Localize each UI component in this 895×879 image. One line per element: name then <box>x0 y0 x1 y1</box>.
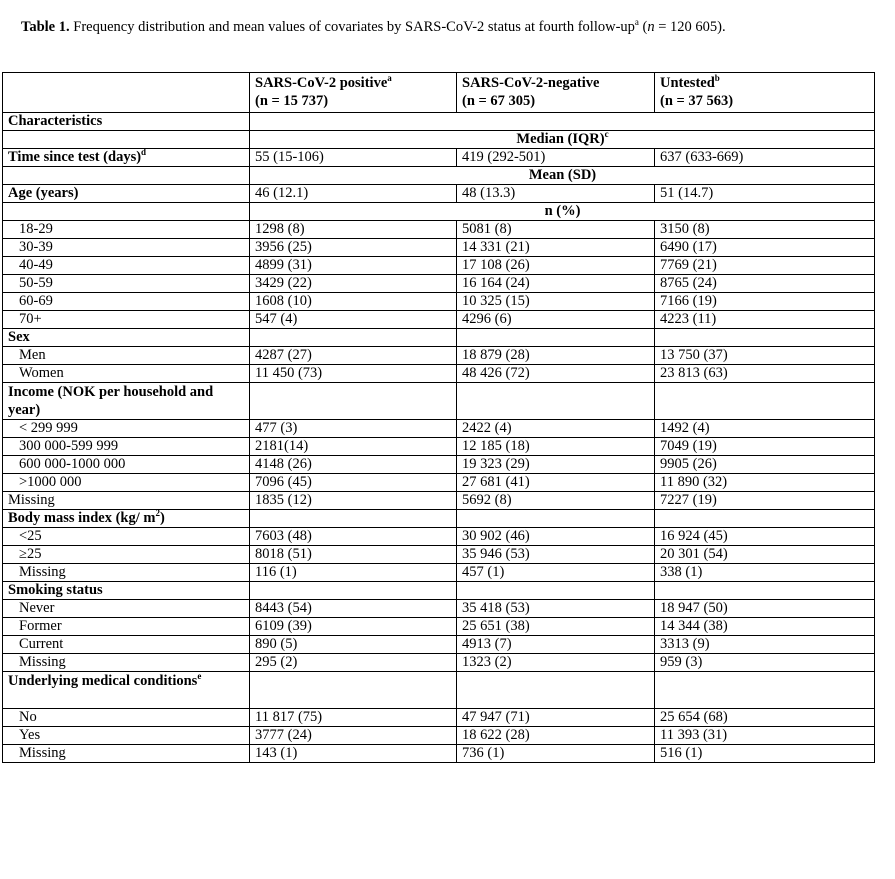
table-row <box>3 510 875 528</box>
table-row <box>3 672 875 709</box>
table-row: 60-69 1608 (10) 10 325 (15) 7166 (19) <box>3 293 875 311</box>
table-row: 600 000-1000 000 4148 (26) 19 323 (29) 9905 (26) <box>3 456 875 474</box>
table-row <box>3 329 875 347</box>
table-row: 300 000-599 999 2181(14) 12 185 (18) 7049 (19) <box>3 438 875 456</box>
table-row <box>3 131 875 149</box>
table-row: 50-59 3429 (22) 16 164 (24) 8765 (24) <box>3 275 875 293</box>
header-empty-cell <box>3 73 250 113</box>
table-row: <25 7603 (48) 30 902 (46) 16 924 (45) <box>3 528 875 546</box>
table-row: Men 4287 (27) 18 879 (28) 13 750 (37) <box>3 347 875 365</box>
table-row <box>3 167 875 185</box>
table-row: Never 8443 (54) 35 418 (53) 18 947 (50) <box>3 600 875 618</box>
mean-label: Mean (SD) <box>250 167 875 185</box>
table-row: >1000 000 7096 (45) 27 681 (41) 11 890 (32) <box>3 474 875 492</box>
table-row: Missing 295 (2) 1323 (2) 959 (3) <box>3 654 875 672</box>
table-row <box>3 203 875 221</box>
time-since-test-label: Time since test (days)$^d$ <box>3 149 250 167</box>
table-row: < 299 999 477 (3) 2422 (4) 1492 (4) <box>3 420 875 438</box>
covariates-table <box>2 72 875 763</box>
caption-text: Frequency distribution and mean values of covariates by SARS-CoV-2 status at fourth follow-up <box>69 19 635 35</box>
header-positive: SARS-CoV-2 positive$^a$ (n = 15 737) <box>250 73 457 113</box>
table-row: Missing 143 (1) 736 (1) 516 (1) <box>3 745 875 763</box>
caption-n-value: = 120 605). <box>654 19 726 35</box>
header-negative: SARS-CoV-2-negative (n = 67 305) <box>457 73 655 113</box>
caption-footnote-mark: a <box>634 17 639 28</box>
table-row <box>3 383 875 420</box>
table-caption: Table 1. Frequency distribution and mean values of covariates by SARS-CoV-2 status at fourth follow-$up^a$ (n = 120 605). <box>21 17 726 35</box>
table-row: 18-29 1298 (8) 5081 (8) 3150 (8) <box>3 221 875 239</box>
sex-label: Sex <box>3 329 250 347</box>
n-pct-label: n (%) <box>250 203 875 221</box>
header-untested: Untested$^b$ (n = 37 563) <box>655 73 875 113</box>
table-row <box>3 582 875 600</box>
table-row: Current 890 (5) 4913 (7) 3313 (9) <box>3 636 875 654</box>
table-row: No 11 817 (75) 47 947 (71) 25 654 (68) <box>3 709 875 727</box>
table-row: Yes 3777 (24) 18 622 (28) 11 393 (31) <box>3 727 875 745</box>
bmi-label: Body mass index (kg/ $m^2$) <box>3 510 250 528</box>
table-label: Table 1. <box>21 19 70 35</box>
table-row: Missing 116 (1) 457 (1) 338 (1) <box>3 564 875 582</box>
characteristics-label: Characteristics <box>3 113 250 131</box>
median-label: Median (IQR)$^c$ <box>250 131 875 149</box>
table-row: 30-39 3956 (25) 14 331 (21) 6490 (17) <box>3 239 875 257</box>
table-row: Time since test (days)$^d$ 55 (15-106) 419 (292-501) 637 (633-669) <box>3 149 875 167</box>
medical-label: Underlying medical conditions$^e$ <box>3 672 250 709</box>
table-row: Missing 1835 (12) 5692 (8) 7227 (19) <box>3 492 875 510</box>
table-row: Age (years) 46 (12.1) 48 (13.3) 51 (14.7) <box>3 185 875 203</box>
table-row <box>3 113 875 131</box>
income-label: Income (NOK per household and year) <box>3 383 250 420</box>
smoking-label: Smoking status <box>3 582 250 600</box>
table-row: 70+ 547 (4) 4296 (6) 4223 (11) <box>3 311 875 329</box>
table-row: ≥25 8018 (51) 35 946 (53) 20 301 (54) <box>3 546 875 564</box>
header-row <box>3 73 875 113</box>
table-row: Women 11 450 (73) 48 426 (72) 23 813 (63) <box>3 365 875 383</box>
table-row: 40-49 4899 (31) 17 108 (26) 7769 (21) <box>3 257 875 275</box>
table-row: Former 6109 (39) 25 651 (38) 14 344 (38) <box>3 618 875 636</box>
age-label: Age (years) <box>3 185 250 203</box>
caption-n-symbol: n <box>647 19 655 35</box>
